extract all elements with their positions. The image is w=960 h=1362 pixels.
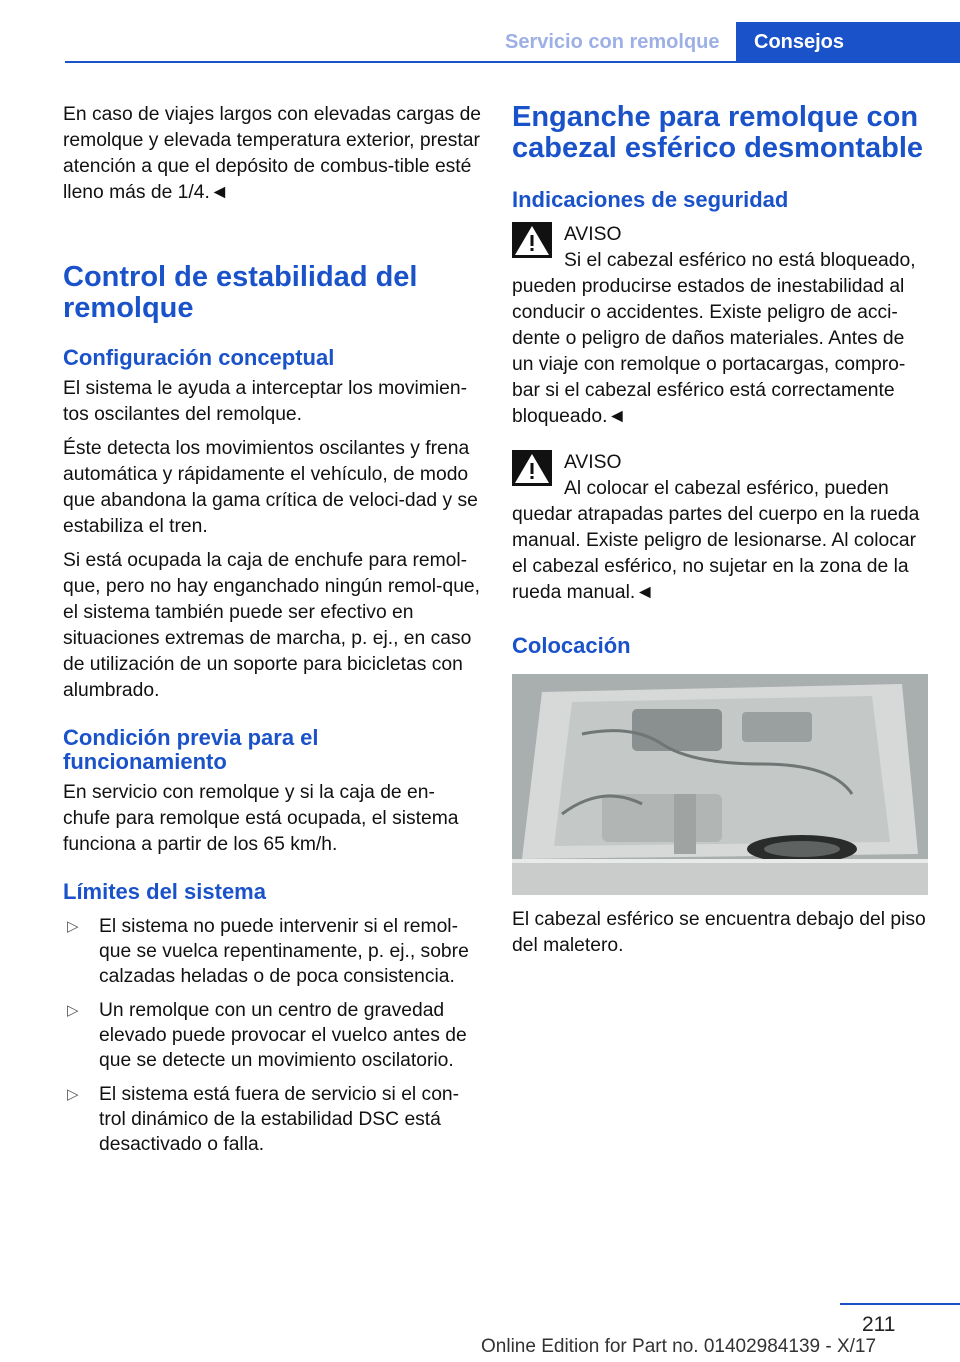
page-number: 211 — [862, 1313, 896, 1336]
warning-text: quedar atrapadas partes del cuerpo en la rueda manual. Existe peligro de lesionarse. Al colocar el cabezal esférico, no sujetar en la zona de la rueda manual.◄ — [512, 504, 920, 603]
subsection-limits: Límites del sistema — [63, 879, 266, 904]
warning-block — [512, 450, 930, 606]
warning-block — [512, 222, 930, 430]
list-item-text: Un remolque con un centro de gravedad elevado puede provocar el vuelco antes de que se detecte un movimiento oscilatorio. — [99, 1000, 467, 1071]
warning-title: AVISO — [564, 224, 622, 245]
section-title-stability: Control de estabilidad del remolque — [63, 261, 418, 324]
footer-rule — [840, 1303, 960, 1305]
photo-caption: El cabezal esférico se encuentra debajo del piso del maletero. — [512, 909, 926, 956]
triangle-bullet-icon: ▷ — [67, 918, 79, 935]
limits-list — [63, 914, 481, 1157]
trunk-illustration — [512, 674, 928, 895]
concept-paragraph-2: Éste detecta los movimientos oscilantes y frena automática y rápidamente el vehículo, de modo que abandona la gama crítica de veloci‐dad y se estabiliza el tren. — [63, 438, 478, 537]
warning-first-line: Al colocar el cabezal esférico, pueden — [564, 478, 889, 499]
subsection-placement: Colocación — [512, 633, 631, 658]
header-section-title: Servicio con remolque — [505, 31, 720, 53]
section-title-hitch: Enganche para remolque con cabezal esférico desmontable — [512, 101, 923, 164]
precondition-paragraph: En servicio con remolque y si la caja de en‐chufe para remolque está ocupada, el sistema funciona a partir de los 65 km/h. — [63, 782, 459, 855]
list-item — [63, 1082, 481, 1157]
right-column — [512, 102, 930, 967]
edition-footer: Online Edition for Part no. 01402984139 - X/17 — [481, 1336, 877, 1357]
triangle-bullet-icon: ▷ — [67, 1002, 79, 1019]
subsection-precondition: Condición previa para el funcionamiento — [63, 725, 319, 774]
warning-text: pueden producirse estados de inestabilidad al conducir o accidentes. Existe peligro de acci‐dente o peligro de daños materiales. Antes de un viaje con remolque o portacargas, compro‐bar si el cabezal esférico está correctamente bloqueado.◄ — [512, 276, 906, 427]
left-column — [63, 102, 481, 1166]
warning-first-line: Si el cabezal esférico no está bloqueado, — [564, 250, 916, 271]
triangle-bullet-icon: ▷ — [67, 1086, 79, 1103]
list-item-text: El sistema no puede intervenir si el remol‐que se vuelca repentinamente, p. ej., sobre calzadas heladas o de poca consistencia. — [99, 916, 469, 987]
intro-paragraph: En caso de viajes largos con elevadas cargas de remolque y elevada temperatura exterior, prestar atención a que el depósito de combus‐tible esté lleno más de 1/4.◄ — [63, 104, 482, 203]
header-chapter-tab: Consejos — [736, 22, 960, 63]
warning-icon — [512, 450, 552, 486]
warning-title: AVISO — [564, 452, 622, 473]
subsection-safety: Indicaciones de seguridad — [512, 187, 789, 212]
warning-icon — [512, 222, 552, 258]
list-item — [63, 998, 481, 1073]
list-item-text: El sistema está fuera de servicio si el con‐trol dinámico de la estabilidad DSC está desactivado o falla. — [99, 1084, 460, 1155]
subsection-concept: Configuración conceptual — [63, 345, 335, 370]
concept-paragraph-3: Si está ocupada la caja de enchufe para remol‐que, pero no hay enganchado ningún remol‐que, el sistema también puede ser efectivo en situaciones extremas de marcha, p. ej., en caso de utilización de un soporte para bicicletas con alumbrado. — [63, 550, 481, 701]
list-item — [63, 914, 481, 989]
concept-paragraph-1: El sistema le ayuda a interceptar los movimien‐tos oscilantes del remolque. — [63, 378, 468, 425]
trunk-floor-photo — [512, 674, 928, 895]
